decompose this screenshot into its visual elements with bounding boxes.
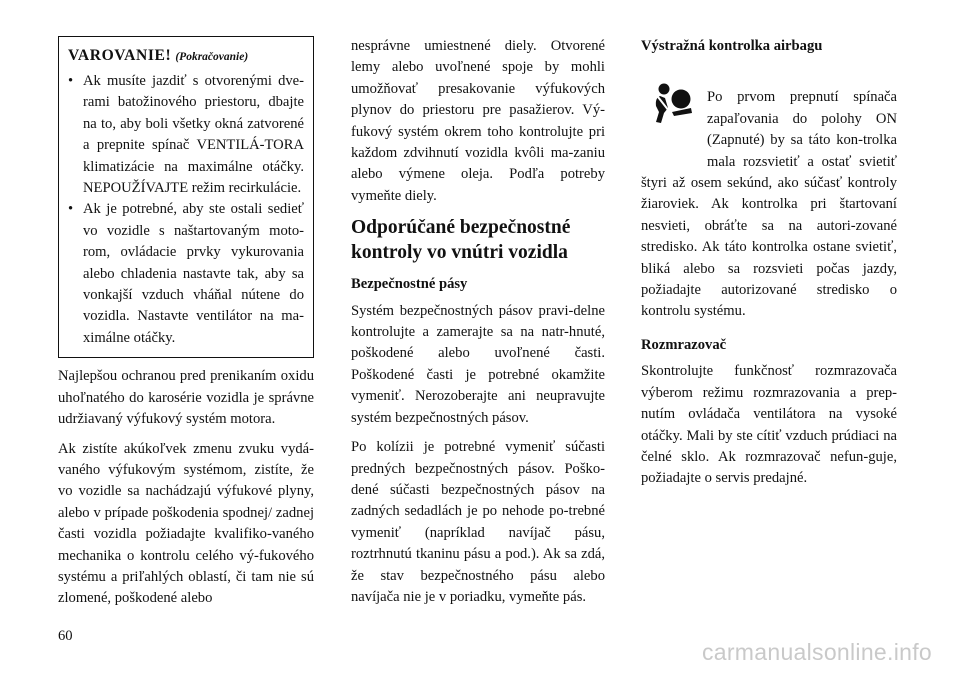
column-left: [58, 36, 314, 618]
column-middle: [351, 36, 605, 616]
page-number: 60: [58, 628, 73, 644]
warning-list: [68, 71, 304, 349]
body-paragraph: Systém bezpečnostných pásov pravi-delne kontrolujte a zamerajte sa na natr-hnuté, poškodené alebo uvoľnené časti. Poškodené časti je potrebné okamžite vymeniť. Nerozoberajte ani neupravujte systém bezpečnostných pásov.: [351, 302, 605, 426]
watermark: carmanualsonline.info: [701, 639, 932, 665]
warning-box: [58, 36, 314, 358]
airbag-block: [641, 76, 713, 126]
warning-title: [68, 45, 304, 68]
body-paragraph: nesprávne umiestnené diely. Otvorené lemy alebo uvoľnené spoje by mohli umožňovať presakovanie výfukových plynov do priestoru pre pasažierov. Vý-fukový systém okrem toho kontrolujte pri každom zdvihnutí vozidla kvôli ma-zaniu alebo výmene oleja. Podľa potreby vymeňte diely.: [351, 38, 605, 204]
body-paragraph: Ak zistíte akúkoľvek zmenu zvuku vydá-vaného výfukovým systémom, zistíte, že vo vozidle sa nachádzajú výfukové plyny, alebo v prípade poškodenia spodnej/ zadnej časti vozidla požiadajte kvalifiko-vaného mechanika o kontrolu celého vý-fukového systému a priľahlých oblastí, či tam nie sú zlomené, poškodené alebo: [58, 440, 314, 607]
column-right: [641, 36, 897, 498]
body-paragraph: Skontrolujte funkčnosť rozmrazovača výberom režimu rozmrazovania a prep-nutím ovládača ventilátora na vysoké otáčky. Mali by ste cítiť vzduch prúdiaci na čelné sklo. Ak rozmrazovač nefun-guje, požiadajte o servis predajné.: [641, 363, 897, 487]
warning-continuation: (Pokračovanie): [175, 51, 249, 63]
warning-bullet: • Ak je potrebné, aby ste ostali sedieť vo vozidle s naštartovaným moto-rom, ovládacie prvky vykurovania alebo chladenia nastavte tak, aby sa vonkajší vzduch vháňal nútene do vozidla. Nastavte ventilátor na ma-ximálne otáčky.: [68, 199, 304, 349]
body-paragraph: Po kolízii je potrebné vymeniť súčasti predných bezpečnostných pásov. Poško-dené súčasti bezpečnostných pásov na zadných sedadlách je po nehode po-trebné vymeniť (napríklad navíjač pásu, roztrhnutú tkaninu pásu a pod.). Ak sa zdá, že stav bezpečnostného pásu alebo navíjača nie je v poriadku, vymeňte pás.: [351, 439, 605, 605]
airbag-paragraph: Po prvom prepnutí spínača zapaľovania do polohy ON (Zapnuté) by sa táto kon-trolka mala rozsvietiť a ostať svietiť štyri až osem sekúnd, ako súčasť kontroly žiaroviek. Ak kontrolka pri štartovaní nesvieti, obráťte sa na autori-zované stredisko. Ak táto kontrolka ostane svietiť, bliká alebo sa rozsvieti počas jazdy, požiadajte autorizované stredisko o kontrolu systému.: [641, 89, 897, 320]
subheading-defroster: Rozmrazovač: [641, 336, 727, 353]
warning-bullet: • Ak musíte jazdiť s otvorenými dve-rami batožinového priestoru, dbajte na to, aby boli všetky okná zatvorené a prepnite spínač VENTILÁ-TORA klimatizácie na maximálne otáčky. NEPOUŽÍVAJTE režim recirkulácie.: [68, 71, 304, 199]
subheading-airbag-light: Výstražná kontrolka airbagu: [641, 38, 823, 54]
section-heading: Odporúčané bezpečnostné kontroly vo vnútri vozidla: [351, 217, 571, 264]
airbag-warning-icon: [647, 82, 695, 126]
warning-title-text: VAROVANIE!: [68, 47, 172, 64]
body-paragraph: Najlepšou ochranou pred prenikaním oxidu uhoľnatého do karosérie vozidla je správne udržiavaný výfukový systém motora.: [58, 368, 314, 428]
subheading-seatbelts: Bezpečnostné pásy: [351, 276, 468, 293]
